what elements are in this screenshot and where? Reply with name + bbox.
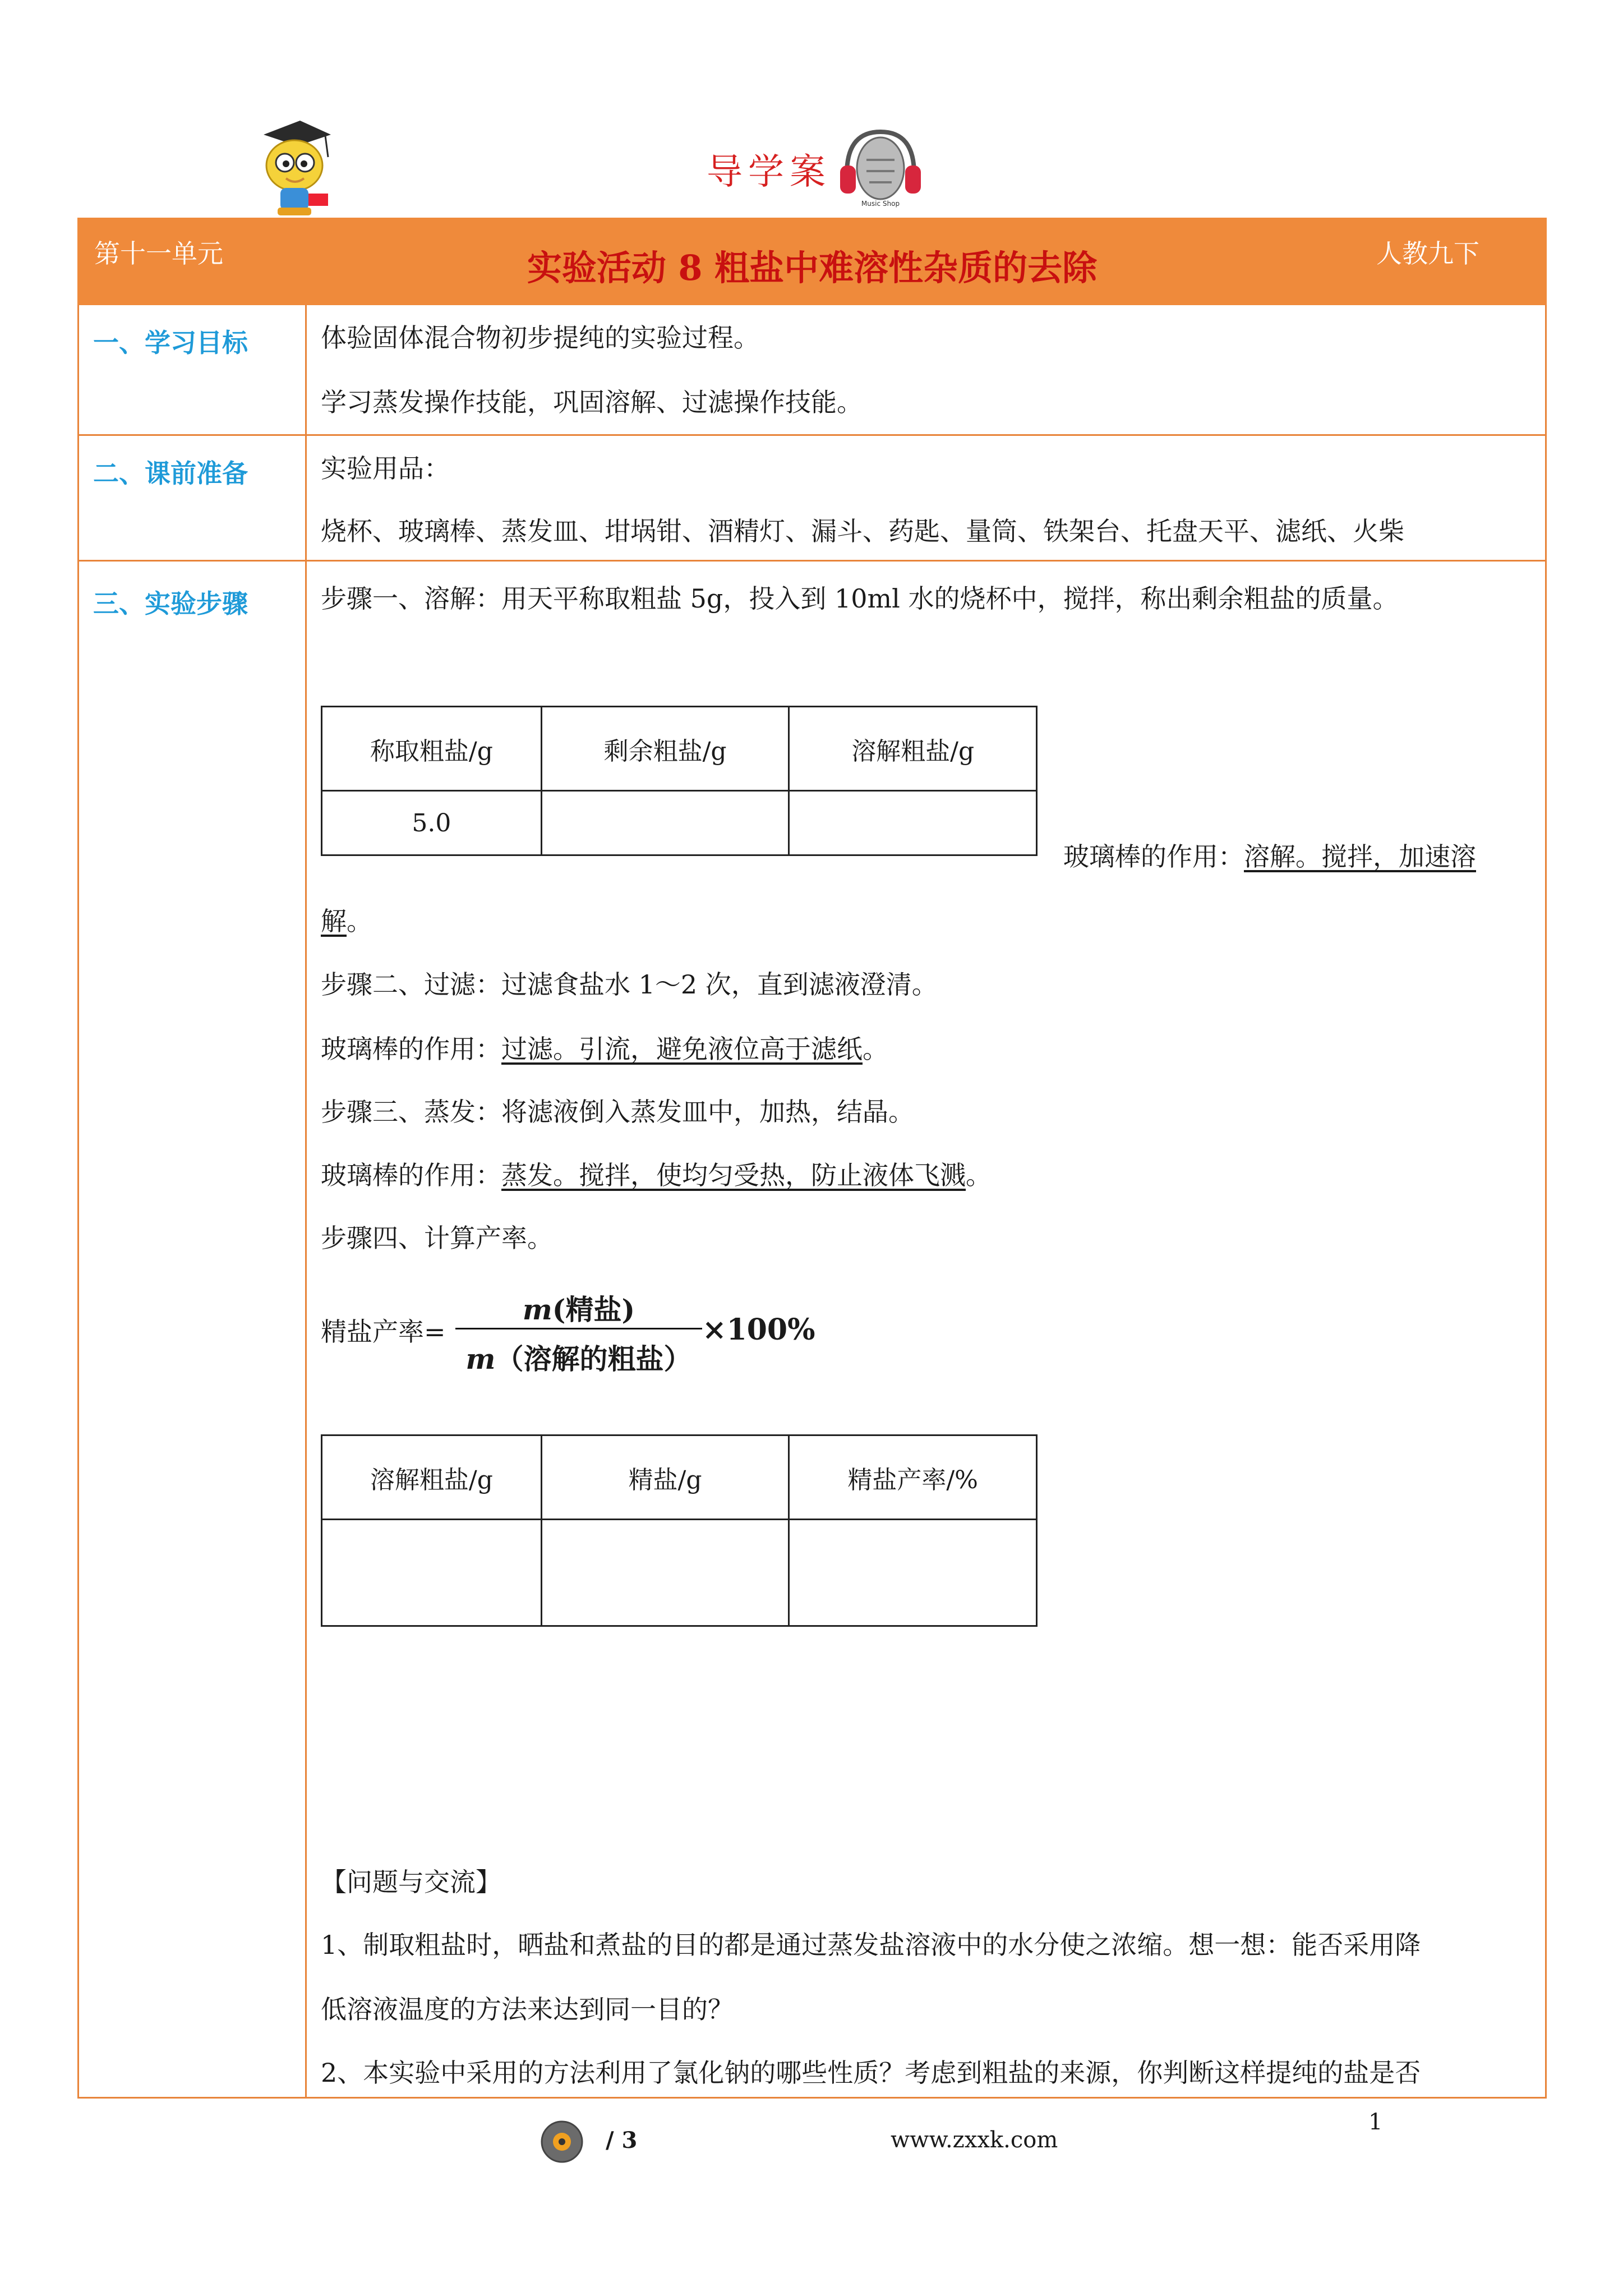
step3-text: 步骤三、蒸发：将滤液倒入蒸发皿中，加热，结晶。 [321,1097,914,1127]
row-divider [77,560,1547,562]
column-divider [305,305,307,2099]
site-url: www.zxxk.com [891,2127,1058,2153]
discussion-title: 【问题与交流】 [321,1867,501,1897]
rod-answer: 蒸发。搅拌，使均匀受热，防止液体飞溅 [501,1160,966,1190]
formula-text: (精盐) [552,1293,635,1326]
rod-prefix: 玻璃棒的作用： [1063,841,1244,872]
rod-function-1-cont [321,906,372,937]
rod-prefix: 玻璃棒的作用： [321,1160,501,1190]
formula-multiplier: ×100% [702,1313,815,1347]
table-header: 溶解粗盐/g [789,707,1037,791]
page-count: / 3 [606,2127,638,2154]
data-table-dissolve [321,706,1038,856]
table-header: 溶解粗盐/g [322,1435,542,1520]
row-divider [77,434,1547,436]
edition-label: 人教九下 [1376,238,1479,269]
table-cell [789,791,1037,855]
rod-end: 。 [966,1160,992,1190]
prep-line: 实验用品： [321,453,450,484]
data-table-yield [321,1434,1038,1627]
table-header: 剩余粗盐/g [541,707,789,791]
formula-text: （溶解的粗盐） [495,1342,692,1375]
table-header: 称取粗盐/g [322,707,542,791]
rod-end: 。 [863,1034,888,1064]
yield-formula [321,1287,826,1388]
worksheet-frame [77,218,1547,2099]
rod-prefix: 玻璃棒的作用： [321,1034,501,1064]
table-header: 精盐/g [541,1435,789,1520]
rod-answer: 溶解。搅拌，加速溶 [1244,841,1476,872]
section-label-prep: 二、课前准备 [93,458,248,489]
mascot-icon [247,118,336,219]
rod-function-2 [321,1034,888,1065]
disc-icon [540,2119,584,2164]
table-cell [541,1520,789,1626]
title-banner [77,218,1547,305]
unit-label: 第十一单元 [94,238,223,269]
step1-text: 步骤一、溶解：用天平称取粗盐 5g，投入到 10ml 水的烧杯中，搅拌，称出剩余粗盐的质量。 [321,583,1399,614]
formula-symbol: m [522,1293,552,1326]
goal-line: 体验固体混合物初步提纯的实验过程。 [321,323,759,353]
rod-function-3 [321,1160,992,1191]
table-cell: 5.0 [322,791,542,855]
page-number: 1 [1368,2109,1383,2135]
question-line: 低溶液温度的方法来达到同一目的？ [321,1994,734,2024]
fraction-bar [455,1328,702,1329]
table-cell [322,1520,542,1626]
formula-numerator [467,1287,691,1328]
goal-line: 学习蒸发操作技能，巩固溶解、过滤操作技能。 [321,387,863,417]
rod-end: 。 [347,906,372,936]
svg-text:Music Shop: Music Shop [861,200,900,208]
step4-text: 步骤四、计算产率。 [321,1223,553,1253]
section-label-steps: 三、实验步骤 [93,588,248,619]
formula-denominator [455,1337,702,1377]
question-line: 2、本实验中采用的方法利用了氯化钠的哪些性质？考虑到粗盐的来源，你判断这样提纯的盐是否 [321,2058,1421,2088]
prep-line: 烧杯、玻璃棒、蒸发皿、坩埚钳、酒精灯、漏斗、药匙、量筒、铁架台、托盘天平、滤纸、火柴 [321,516,1404,546]
section-label-goals: 一、学习目标 [93,328,248,358]
guide-title: 导学案 [707,151,831,193]
question-line: 1、制取粗盐时，晒盐和煮盐的目的都是通过蒸发盐溶液中的水分使之浓缩。想一想：能否采用降 [321,1930,1421,1960]
rod-answer: 过滤。引流，避免液位高于滤纸 [501,1034,863,1064]
table-header: 精盐产率/% [789,1435,1037,1520]
formula-symbol: m [465,1342,496,1375]
table-cell [541,791,789,855]
rod-answer: 解 [321,906,347,936]
formula-prefix: 精盐产率= [321,1317,446,1347]
rod-function-1 [1063,841,1476,872]
lesson-title: 实验活动 8 粗盐中难溶性杂质的去除 [527,247,1098,288]
step2-text: 步骤二、过滤：过滤食盐水 1～2 次，直到滤液澄清。 [321,969,938,1000]
table-cell [789,1520,1037,1626]
headphones-icon [836,121,925,210]
